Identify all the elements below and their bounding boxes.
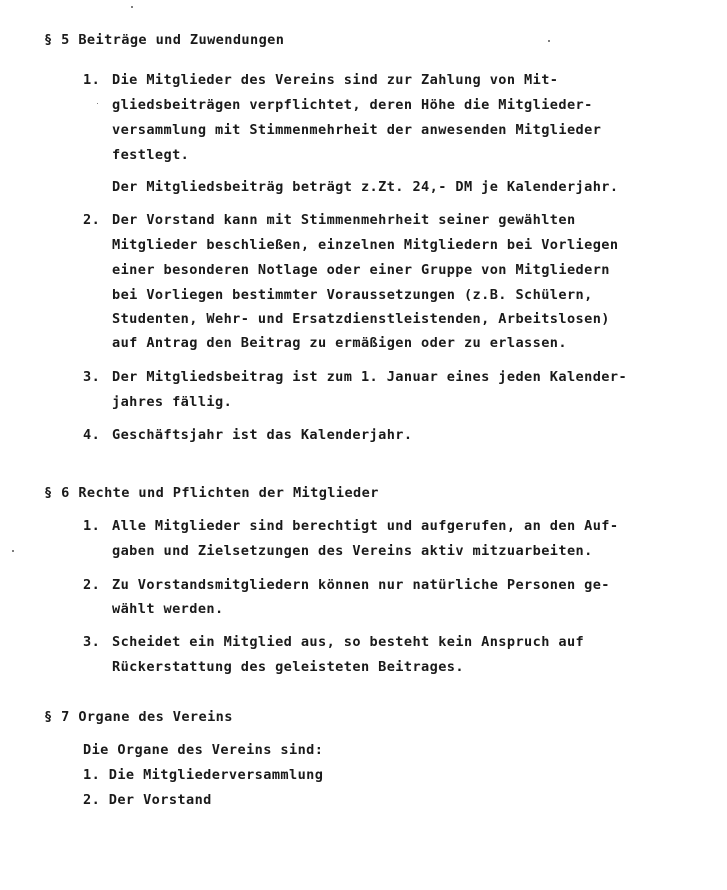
scan-speck	[12, 550, 14, 552]
section-5-item-2-line-6: auf Antrag den Beitrag zu ermäßigen oder zu erlassen.	[112, 335, 567, 351]
section-5-item-2-line-3: einer besonderen Notlage oder einer Gruppe von Mitgliedern	[112, 262, 610, 278]
section-6-item-1-line-2: gaben und Zielsetzungen des Vereins aktiv mitzuarbeiten.	[112, 543, 593, 559]
section-5-item-2-line-5: Studenten, Wehr- und Ersatzdienstleistenden, Arbeitslosen)	[112, 311, 610, 327]
scan-speck	[97, 103, 98, 104]
section-6-item-2-line-1: Zu Vorstandsmitgliedern können nur natürliche Personen ge-	[112, 577, 610, 593]
section-7-list-item-2: 2. Der Vorstand	[83, 792, 212, 808]
section-5-item-1-fee-note: Der Mitgliedsbeiträg beträgt z.Zt. 24,- DM je Kalenderjahr.	[112, 179, 619, 195]
section-5-item-4-number: 4.	[83, 427, 101, 443]
section-5-item-2-number: 2.	[83, 212, 101, 228]
scan-speck	[131, 6, 133, 8]
section-7-heading: § 7 Organe des Vereins	[44, 709, 233, 725]
section-5-item-4-line-1: Geschäftsjahr ist das Kalenderjahr.	[112, 427, 413, 443]
section-5-item-3-number: 3.	[83, 369, 101, 385]
section-6-item-3-number: 3.	[83, 634, 101, 650]
scan-speck	[548, 40, 550, 42]
section-6-item-1-line-1: Alle Mitglieder sind berechtigt und aufgerufen, an den Auf-	[112, 518, 619, 534]
section-5-item-3-line-2: jahres fällig.	[112, 394, 233, 410]
section-6-item-2-line-2: wählt werden.	[112, 601, 224, 617]
section-5-item-1-line-3: versammlung mit Stimmenmehrheit der anwesenden Mitglieder	[112, 122, 602, 138]
section-5-item-2-line-1: Der Vorstand kann mit Stimmenmehrheit seiner gewählten	[112, 212, 576, 228]
section-6-item-3-line-1: Scheidet ein Mitglied aus, so besteht kein Anspruch auf	[112, 634, 585, 650]
section-6-item-2-number: 2.	[83, 577, 101, 593]
section-5-item-1-number: 1.	[83, 72, 101, 88]
section-7-intro: Die Organe des Vereins sind:	[83, 742, 324, 758]
section-5-item-1-line-4: festlegt.	[112, 147, 190, 163]
section-6-heading: § 6 Rechte und Pflichten der Mitglieder	[44, 485, 379, 501]
section-7-list-item-1: 1. Die Mitgliederversammlung	[83, 767, 324, 783]
section-5-heading: § 5 Beiträge und Zuwendungen	[44, 32, 285, 48]
section-6-item-1-number: 1.	[83, 518, 101, 534]
section-5-item-3-line-1: Der Mitgliedsbeitrag ist zum 1. Januar eines jeden Kalender-	[112, 369, 628, 385]
section-5-item-2-line-2: Mitglieder beschließen, einzelnen Mitgliedern bei Vorliegen	[112, 237, 619, 253]
section-5-item-1-line-2: gliedsbeiträgen verpflichtet, deren Höhe die Mitglieder-	[112, 97, 593, 113]
section-5-item-2-line-4: bei Vorliegen bestimmter Voraussetzungen (z.B. Schülern,	[112, 287, 593, 303]
section-5-item-1-line-1: Die Mitglieder des Vereins sind zur Zahlung von Mit-	[112, 72, 559, 88]
section-6-item-3-line-2: Rückerstattung des geleisteten Beitrages.	[112, 659, 464, 675]
